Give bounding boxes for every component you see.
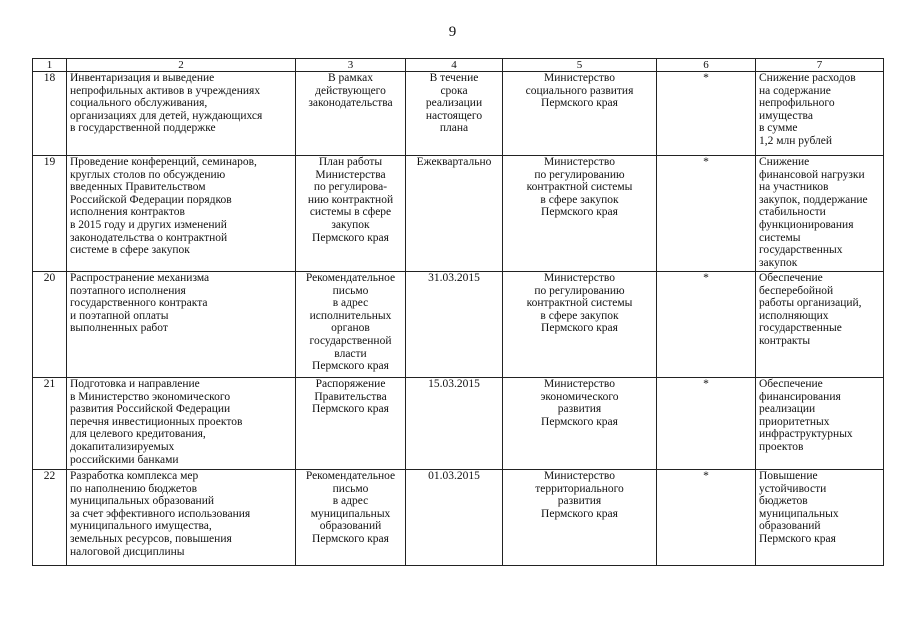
column-header: 6: [657, 59, 756, 72]
asterisk-mark: *: [703, 272, 709, 284]
page-number: 9: [448, 24, 457, 40]
responsible-executor: Министерство территориального развития Пермского края: [535, 470, 624, 520]
deadline: 31.03.2015: [428, 272, 480, 284]
column-number-row: [33, 59, 884, 72]
expected-result: Снижение финансовой нагрузки на участников закупок, поддержание стабильности функционирования системы государственных закупок: [759, 156, 868, 269]
row-number: 22: [33, 470, 67, 566]
table-row: [33, 470, 884, 566]
asterisk-mark: *: [703, 72, 709, 84]
expected-result: Обеспечение финансирования реализации приоритетных инфраструктурных проектов: [759, 378, 853, 453]
deadline: 15.03.2015: [428, 378, 480, 390]
expected-result: Повышение устойчивости бюджетов муниципальных образований Пермского края: [759, 470, 839, 545]
column-header: 3: [296, 59, 406, 72]
table-row: [33, 72, 884, 156]
column-header: 5: [503, 59, 657, 72]
table-row: [33, 156, 884, 272]
measure-text: Проведение конференций, семинаров, круглых столов по обсуждению введенных Правительством Российской Федерации порядков исполнения контрактов в 2015 году и других изменений законодательства о контрактной системе в сфере закупок: [70, 156, 257, 257]
column-header: 7: [756, 59, 884, 72]
asterisk-mark: *: [703, 156, 709, 168]
expected-result: Снижение расходов на содержание непрофильного имущества в сумме 1,2 млн рублей: [759, 72, 856, 147]
responsible-executor: Министерство по регулированию контрактной системы в сфере закупок Пермского края: [526, 272, 633, 335]
expected-result: Обеспечение бесперебойной работы организаций, исполняющих государственные контракты: [759, 272, 862, 347]
measure-text: Инвентаризация и выведение непрофильных активов в учреждениях социального обслуживания, организациях для детей, нуждающихся в государственной поддержке: [70, 72, 263, 135]
action-plan-table: [32, 58, 884, 566]
measure-text: Подготовка и направление в Министерство экономического развития Российской Федерации перечня инвестиционных проектов для целевого кредитования, докапитализируемых российскими банками: [70, 378, 243, 466]
implementation-form: Рекомендательное письмо в адрес муниципальных образований Пермского края: [305, 470, 396, 545]
responsible-executor: Министерство по регулированию контрактной системы в сфере закупок Пермского края: [526, 156, 633, 219]
implementation-form: Распоряжение Правительства Пермского края: [312, 378, 389, 416]
deadline: Ежеквартально: [416, 156, 492, 168]
row-number: 21: [33, 378, 67, 470]
column-header: 1: [33, 59, 67, 72]
measure-text: Разработка комплекса мер по наполнению бюджетов муниципальных образований за счет эффективного использования муниципального имущества, земельных ресурсов, повышения налоговой дисциплины: [70, 470, 251, 558]
column-header: 2: [67, 59, 296, 72]
responsible-executor: Министерство социального развития Пермского края: [525, 72, 634, 110]
implementation-form: План работы Министерства по регулирова- нию контрактной системы в сфере закупок Пермского края: [307, 156, 394, 244]
measure-text: Распространение механизма поэтапного исполнения государственного контракта и поэтапной оплаты выполненных работ: [70, 272, 210, 335]
implementation-form: Рекомендательное письмо в адрес исполнительных органов государственной власти Пермского края: [305, 272, 396, 373]
asterisk-mark: *: [703, 470, 709, 482]
deadline: В течение срока реализации настоящего плана: [425, 72, 483, 135]
row-number: 18: [33, 72, 67, 156]
implementation-form: В рамках действующего законодательства: [308, 72, 393, 110]
table-row: [33, 378, 884, 470]
column-header: 4: [406, 59, 503, 72]
row-number: 20: [33, 272, 67, 378]
deadline: 01.03.2015: [428, 470, 480, 482]
table-row: [33, 272, 884, 378]
row-number: 19: [33, 156, 67, 272]
responsible-executor: Министерство экономического развития Пермского края: [540, 378, 619, 428]
asterisk-mark: *: [703, 378, 709, 390]
